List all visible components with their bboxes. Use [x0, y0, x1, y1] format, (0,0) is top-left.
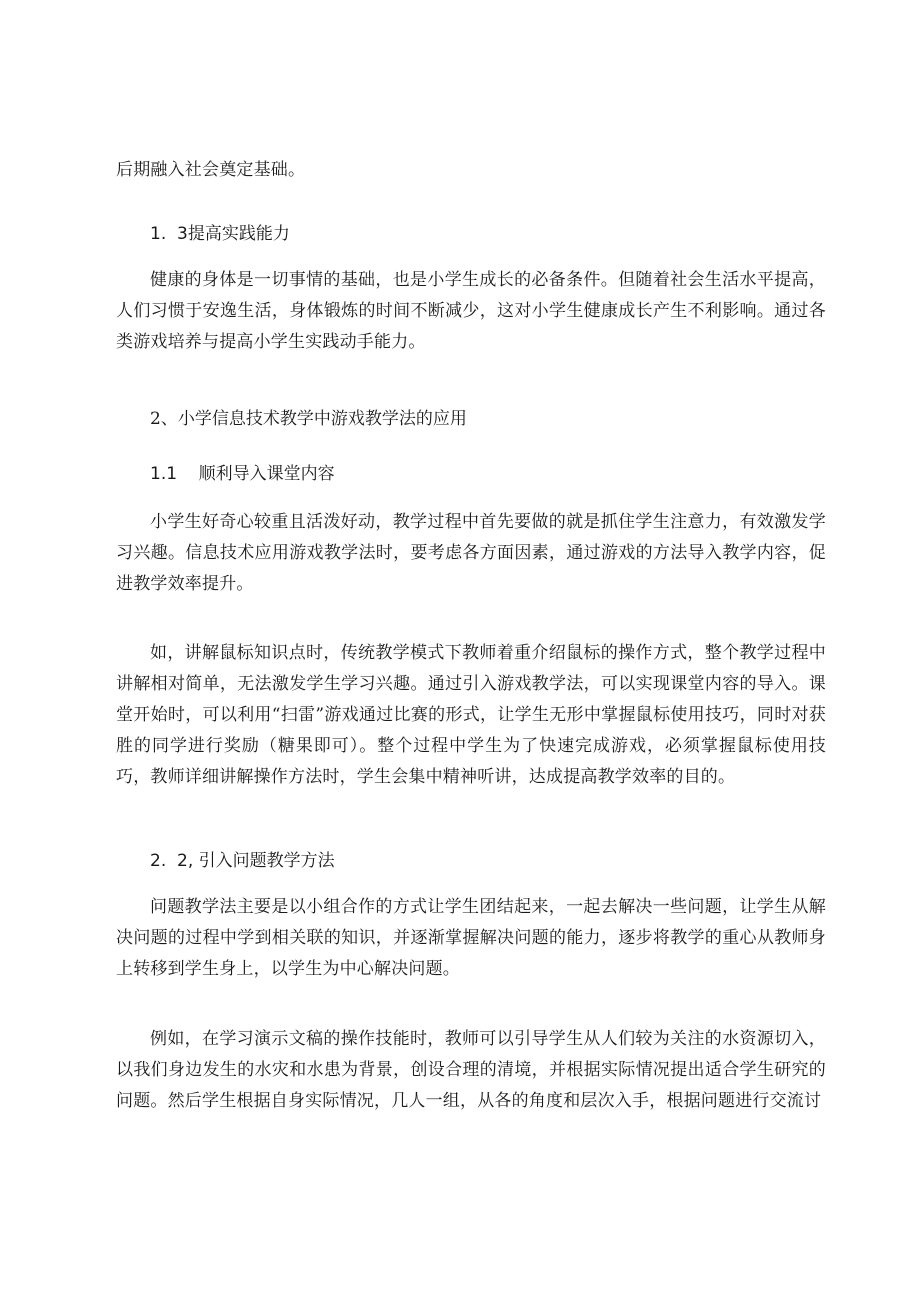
section-heading-1-1: 1.1 顺利导入课堂内容 [150, 464, 335, 484]
section-heading-1-3: 1. 3提高实践能力 [150, 224, 290, 244]
paragraph-continuation: 后期融入社会奠定基础。 [116, 160, 306, 180]
paragraph-mouse-example: 如，讲解鼠标知识点时，传统教学模式下教师着重介绍鼠标的操作方式，整个教学过程中讲解相对简单，无法激发学生学习兴趣。通过引入游戏教学法，可以实现课堂内容的导入。课堂开始时，可以利用“扫雷”游戏通过比赛的形式，让学生无形中掌握鼠标使用技巧，同时对获胜的同学进行奖励（糖果即可）。整个过程中学生为了快速完成游戏，必须掌握鼠标使用技巧，教师详细讲解操作方法时，学生会集中精神听讲，达成提高教学效率的目的。 [116, 643, 826, 787]
section-heading-2-2: 2. 2, 引入问题教学方法 [150, 851, 335, 871]
paragraph-presentation-example: 例如，在学习演示文稿的操作技能时，教师可以引导学生从人们较为关注的水资源切入，以我们身边发生的水灾和水患为背景，创设合理的清境，并根据实际情况提出适合学生研究的问题。然后学生根据自身实际情况，几人一组，从各的角度和层次入手，根据问题进行交流讨 [116, 1029, 826, 1111]
paragraph-introduce-content: 小学生好奇心较重且活泼好动，教学过程中首先要做的就是抓住学生注意力，有效激发学习兴趣。信息技术应用游戏教学法时，要考虑各方面因素，通过游戏的方法导入教学内容，促进教学效率提升。 [116, 512, 826, 594]
paragraph-practice-ability: 健康的身体是一切事情的基础，也是小学生成长的必备条件。但随着社会生活水平提高，人们习惯于安逸生活，身体锻炼的时间不断减少，这对小学生健康成长产生不利影响。通过各类游戏培养与提高小学生实践动手能力。 [116, 270, 826, 352]
section-heading-2: 2、小学信息技术教学中游戏教学法的应用 [150, 409, 467, 429]
paragraph-problem-teaching: 问题教学法主要是以小组合作的方式让学生团结起来，一起去解决一些问题，让学生从解决问题的过程中学到相关联的知识，并逐渐掌握解决问题的能力，逐步将教学的重心从教师身上转移到学生身上，以学生为中心解决问题。 [116, 897, 826, 979]
